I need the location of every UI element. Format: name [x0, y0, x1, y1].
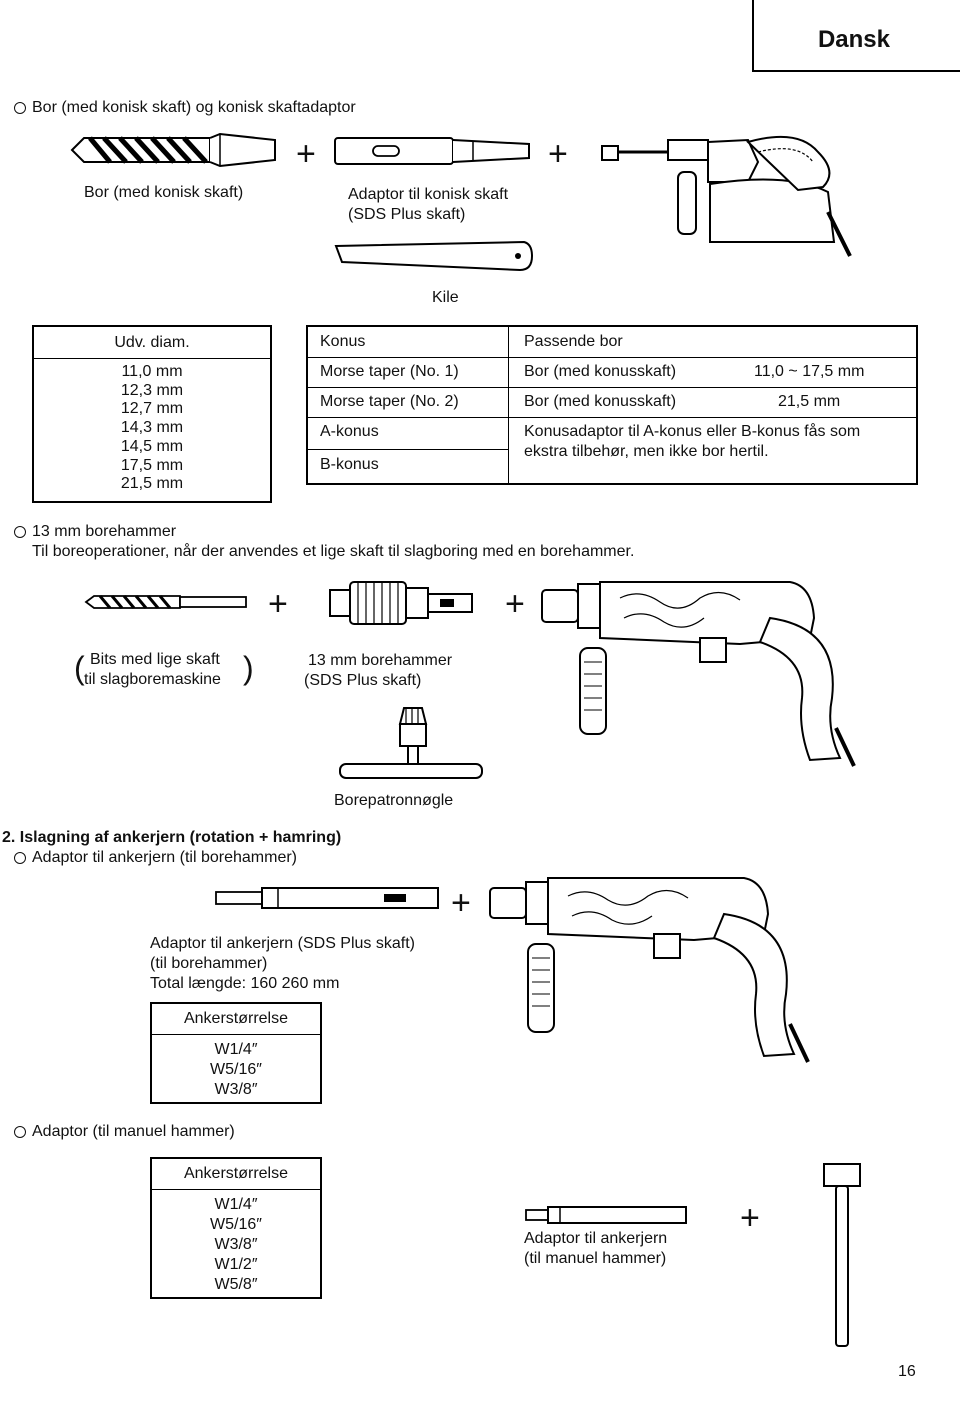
taper-row1-range: 11,0 ~ 17,5 mm — [754, 363, 865, 380]
table-divider — [308, 417, 916, 418]
section3-heading: 2. Islagning af ankerjern (rotation + hamring) — [2, 829, 342, 846]
taper-col-bor: Passende bor — [524, 333, 623, 350]
anchor-size-header: Ankerstørrelse — [183, 1010, 289, 1027]
table-divider — [308, 357, 916, 358]
diameter-value: 12,3 mm — [120, 381, 184, 399]
chuck-label-line1: 13 mm borehammer — [308, 652, 453, 669]
taper-col-konus: Konus — [320, 333, 366, 350]
anchor-size-value: W3/8″ — [214, 1081, 258, 1098]
taper-row1-bor: Bor (med konusskaft) — [524, 363, 677, 380]
drill-label: Bor (med konisk skaft) — [84, 184, 244, 201]
table-divider — [152, 1034, 320, 1035]
taper-note-line2: ekstra tilbehør, men ikke bor hertil. — [524, 443, 769, 460]
straight-bit-illustration — [84, 592, 252, 612]
diameter-value: 21,5 mm — [120, 475, 184, 493]
anchor-adaptor-desc-line3: Total længde: 160 260 mm — [150, 975, 340, 992]
adaptor-label-line2: (SDS Plus skaft) — [348, 206, 466, 223]
table-divider — [152, 1189, 320, 1190]
manual-adaptor-label-line2: (til manuel hammer) — [524, 1250, 667, 1267]
keyed-chuck-illustration — [328, 576, 476, 630]
manual-adaptor-label-line1: Adaptor til ankerjern — [524, 1230, 668, 1247]
diameter-value: 14,5 mm — [120, 437, 184, 455]
open-paren: ( — [74, 650, 85, 686]
plus-sign: + — [548, 135, 568, 173]
anchor-size-value: W3/8″ — [214, 1236, 258, 1253]
hand-hammer-illustration — [822, 1160, 862, 1350]
diameter-value: 11,0 mm — [121, 363, 183, 380]
anchor-size-table — [150, 1002, 322, 1104]
language-label: Dansk — [817, 26, 890, 53]
chuck-key-label: Borepatronnøgle — [334, 792, 454, 809]
manual-anchor-size-table — [150, 1157, 322, 1299]
close-paren: ) — [243, 650, 254, 686]
taper-row2-bor: Bor (med konusskaft) — [524, 393, 677, 410]
anchor-size-value: W1/4″ — [214, 1041, 258, 1058]
anchor-size-value: W5/16″ — [210, 1216, 262, 1233]
diameter-value: 12,7 mm — [120, 400, 184, 418]
section2-description: Til boreoperationer, når der anvendes et lige skaft til slagboring med en borehammer. — [32, 543, 635, 560]
taper-row1-konus: Morse taper (No. 1) — [320, 363, 459, 380]
plus-sign: + — [268, 585, 288, 623]
bits-label-line1: Bits med lige skaft — [90, 651, 220, 668]
anchor-adaptor-desc-line2: (til borehammer) — [150, 955, 268, 972]
manual-anchor-size-header: Ankerstørrelse — [183, 1165, 289, 1182]
taper-note-line1: Konusadaptor til A-konus eller B-konus fås som — [524, 423, 861, 440]
language-tab — [752, 0, 960, 72]
anchor-size-value: W1/2″ — [214, 1256, 258, 1273]
plus-sign: + — [451, 884, 471, 922]
manual-anchor-adaptor-illustration — [524, 1204, 690, 1226]
tapered-drill-bit-illustration — [70, 130, 280, 170]
diameter-header: Udv. diam. — [114, 334, 190, 351]
anchor-adaptor-desc-line1: Adaptor til ankerjern (SDS Plus skaft) — [150, 935, 415, 952]
taper-row2-konus: Morse taper (No. 2) — [320, 393, 459, 410]
table-divider — [308, 387, 916, 388]
section2-title: 13 mm borehammer — [32, 523, 177, 540]
chuck-key-illustration — [336, 704, 486, 784]
rotary-hammer-illustration — [488, 870, 814, 1065]
table-divider — [308, 449, 508, 450]
diameter-value: 17,5 mm — [120, 456, 184, 474]
bullet-circle — [14, 526, 26, 538]
anchor-size-value: W5/8″ — [214, 1276, 258, 1293]
anchor-size-value: W1/4″ — [214, 1196, 258, 1213]
wedge-illustration — [334, 240, 534, 274]
diameter-value: 14,3 mm — [120, 419, 184, 437]
bullet-circle — [14, 102, 26, 114]
anchor-size-values — [152, 1040, 320, 1100]
table-divider — [34, 358, 270, 359]
taper-row2-range: 21,5 mm — [778, 393, 841, 410]
anchor-size-value: W5/16″ — [210, 1061, 262, 1078]
a-konus-label: A-konus — [320, 423, 379, 440]
bullet-circle — [14, 852, 26, 864]
wedge-label: Kile — [432, 289, 459, 306]
plus-sign: + — [740, 1199, 760, 1237]
plus-sign: + — [505, 585, 525, 623]
rotary-hammer-dust-collector-illustration — [598, 132, 858, 262]
table-divider — [508, 327, 509, 483]
section4-title: Adaptor (til manuel hammer) — [32, 1123, 235, 1140]
bits-label-line2: til slagboremaskine — [84, 671, 221, 688]
taper-table — [306, 325, 918, 485]
section3-title: Adaptor til ankerjern (til borehammer) — [32, 849, 297, 866]
page-number: 16 — [898, 1363, 916, 1380]
diameter-table — [32, 325, 272, 503]
section1-title: Bor (med konisk skaft) og konisk skaftadaptor — [32, 99, 356, 116]
adaptor-label-line1: Adaptor til konisk skaft — [348, 186, 509, 203]
chuck-label-line2: (SDS Plus skaft) — [304, 672, 422, 689]
manual-anchor-size-values — [152, 1195, 320, 1295]
taper-adaptor-illustration — [333, 134, 533, 168]
anchor-adaptor-illustration — [214, 886, 442, 910]
plus-sign: + — [296, 135, 316, 173]
b-konus-label: B-konus — [320, 456, 379, 473]
rotary-hammer-illustration — [540, 578, 860, 768]
bullet-circle — [14, 1126, 26, 1138]
diameter-values — [34, 363, 270, 494]
